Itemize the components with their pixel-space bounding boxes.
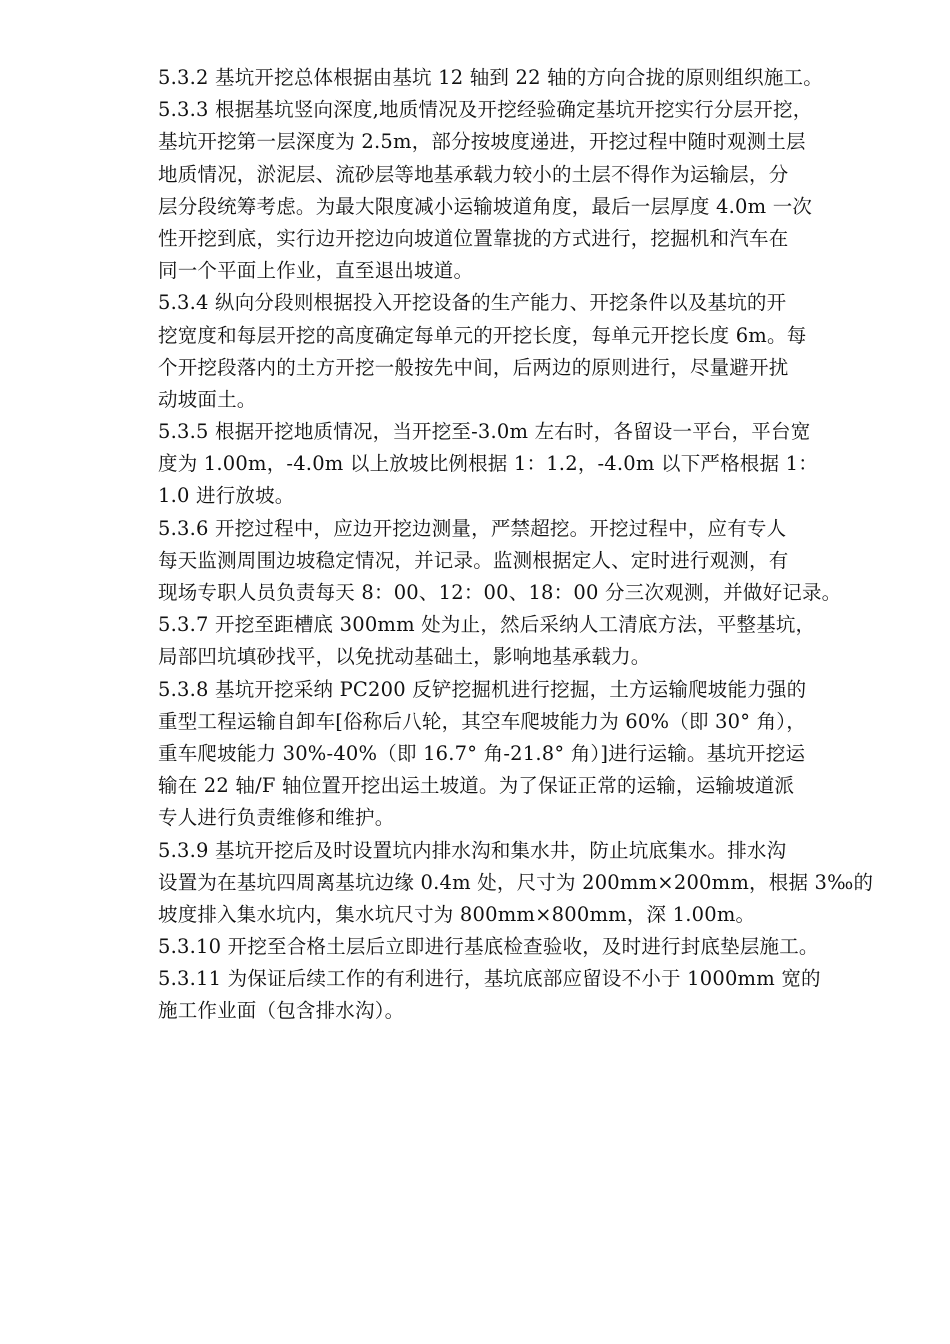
- text-line: 5.3.11 为保证后续工作的有利进行，基坑底部应留设不小于 1000mm 宽的: [158, 967, 821, 991]
- text-line: 现场专职人员负责每天 8：00、12：00、18：00 分三次观测，并做好记录。: [158, 581, 842, 604]
- text-line: 基坑开挖第一层深度为 2.5m，部分按坡度递进，开挖过程中随时观测土层: [158, 130, 806, 154]
- text-line: 设置为在基坑四周离基坑边缘 0.4m 处，尺寸为 200mm×200mm，根据 3‰的: [158, 870, 874, 894]
- text-line: 5.3.8 基坑开挖采纳 PC200 反铲挖掘机进行挖掘，土方运输爬坡能力强的: [158, 677, 807, 701]
- text-line: 性开挖到底，实行边开挖边向坡道位置靠拢的方式进行，挖掘机和汽车在: [158, 226, 789, 250]
- text-line: 同一个平面上作业，直至退出坡道。: [158, 259, 474, 283]
- text-line: 重型工程运输自卸车[俗称后八轮，其空车爬坡能力为 60%（即 30° 角），: [158, 709, 806, 733]
- text-line: 层分段统筹考虑。为最大限度减小运输坡道角度，最后一层厚度 4.0m 一次: [158, 194, 813, 218]
- text-line: 5.3.6 开挖过程中，应边开挖边测量，严禁超挖。开挖过程中，应有专人: [158, 516, 787, 540]
- text-line: 专人进行负责维修和维护。: [158, 806, 395, 830]
- text-line: 地质情况，淤泥层、流砂层等地基承载力较小的土层不得作为运输层，分: [158, 162, 789, 186]
- text-line: 坡度排入集水坑内，集水坑尺寸为 800mm×800mm，深 1.00m。: [158, 902, 756, 926]
- text-line: 5.3.3 根据基坑竖向深度,地质情况及开挖经验确定基坑开挖实行分层开挖，: [158, 98, 813, 122]
- document-body: [158, 62, 898, 1028]
- text-line: 5.3.10 开挖至合格土层后立即进行基底检查验收，及时进行封底垫层施工。: [158, 935, 819, 959]
- text-line: 个开挖段落内的土方开挖一般按先中间，后两边的原则进行，尽量避开扰: [158, 355, 789, 379]
- text-line: 每天监测周围边坡稳定情况，并记录。监测根据定人、定时进行观测，有: [158, 548, 789, 572]
- text-line: 5.3.7 开挖至距槽底 300mm 处为止，然后采纳人工清底方法，平整基坑，: [158, 613, 816, 637]
- text-line: 挖宽度和每层开挖的高度确定每单元的开挖长度，每单元开挖长度 6m。每: [158, 323, 807, 347]
- text-line: 1.0 进行放坡。: [158, 484, 295, 508]
- text-line: 输在 22 轴/F 轴位置开挖出运土坡道。为了保证正常的运输，运输坡道派: [158, 774, 795, 798]
- text-line: 动坡面土。: [158, 387, 257, 411]
- text-line: 5.3.2 基坑开挖总体根据由基坑 12 轴到 22 轴的方向合拢的原则组织施工。: [158, 66, 823, 89]
- text-line: 5.3.9 基坑开挖后及时设置坑内排水沟和集水井，防止坑底集水。排水沟: [158, 838, 787, 862]
- text-line: 5.3.5 根据开挖地质情况，当开挖至-3.0m 左右时，各留设一平台，平台宽: [158, 420, 811, 444]
- text-line: 局部凹坑填砂找平，以免扰动基础土，影响地基承载力。: [158, 645, 651, 669]
- text-line: 度为 1.00m，-4.0m 以上放坡比例根据 1：1.2，-4.0m 以下严格根据 1：: [158, 452, 818, 476]
- text-line: 5.3.4 纵向分段则根据投入开挖设备的生产能力、开挖条件以及基坑的开: [158, 291, 787, 315]
- text-line: 施工作业面（包含排水沟）。: [158, 999, 405, 1023]
- text-line: 重车爬坡能力 30%-40%（即 16.7° 角-21.8° 角）]进行运输。基坑开挖运: [158, 741, 806, 765]
